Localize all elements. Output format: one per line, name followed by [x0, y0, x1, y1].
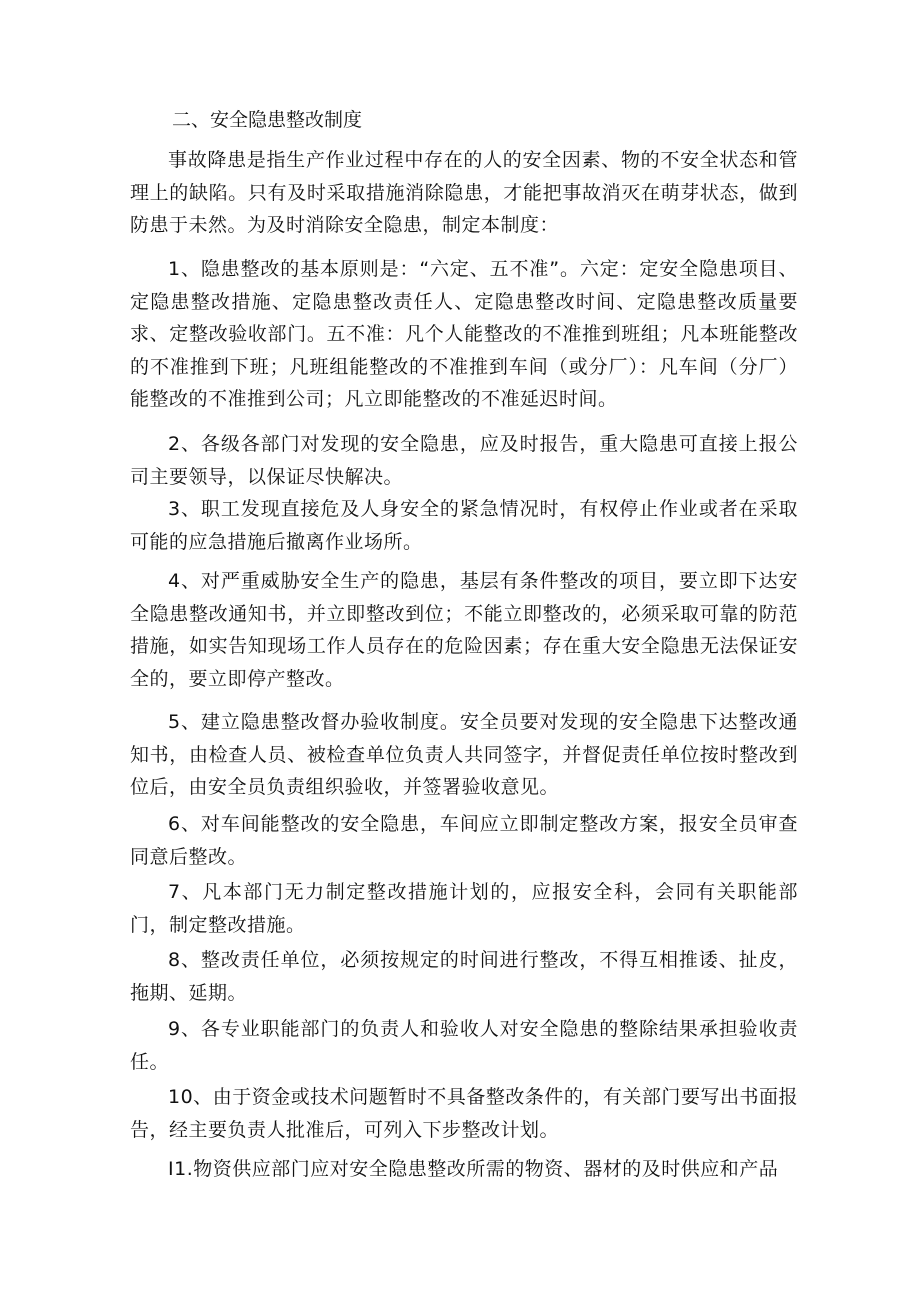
rule-4-paragraph: 4、对严重威胁安全生产的隐患，基层有条件整改的项目，要立即下达安全隐患整改通知书，并立即整改到位；不能立即整改的，必须采取可靠的防范措施，如实告知现场工作人员存在的危险因素；存在重大安全隐患无法保证安全的，要立即停产整改。 — [130, 570, 798, 690]
rule-2-paragraph: 2、各级各部门对发现的安全隐患，应及时报告，重大隐患可直接上报公司主要领导，以保证尽快解决。 — [130, 433, 798, 488]
rule-8-paragraph: 8、整改责任单位，必须按规定的时间进行整改，不得互相推诿、扯皮，拖期、延期。 — [130, 949, 798, 1004]
rule-7-paragraph: 7、凡本部门无力制定整改措施计划的，应报安全科，会同有关职能部门，制定整改措施。 — [130, 881, 798, 936]
rule-3-paragraph: 3、职工发现直接危及人身安全的紧急情况时，有权停止作业或者在采取可能的应急措施后撤离作业场所。 — [130, 498, 798, 553]
rule-9-paragraph: 9、各专业职能部门的负责人和验收人对安全隐患的整除结果承担验收责任。 — [130, 1018, 798, 1073]
intro-paragraph: 事故降患是指生产作业过程中存在的人的安全因素、物的不安全状态和管理上的缺陷。只有及时采取措施消除隐患，才能把事故消灭在萌芽状态，做到防患于未然。为及时消除安全隐患，制定本制度： — [130, 149, 798, 236]
rule-10-paragraph: 10、由于资金或技术问题暂时不具备整改条件的，有关部门要写出书面报告，经主要负责人批准后，可列入下步整改计划。 — [130, 1086, 798, 1141]
rule-11-paragraph: I1.物资供应部门应对安全隐患整改所需的物资、器材的及时供应和产品 — [168, 1158, 779, 1180]
rule-6-paragraph: 6、对车间能整改的安全隐患，车间应立即制定整改方案，报安全员审查同意后整改。 — [130, 813, 798, 868]
rule-1-paragraph: 1、隐患整改的基本原则是：“六定、五不准”。六定：定安全隐患项目、定隐患整改措施、定隐患整改责任人、定隐患整改时间、定隐患整改质量要求、定整改验收部门。五不准：凡个人能整改的不准推到班组；凡本班能整改的不准推到下班；凡班组能整改的不准推到车间（或分厂）：凡车间（分厂）能整改的不准推到公司；凡立即能整改的不准延迟时间。 — [130, 258, 798, 410]
rule-5-paragraph: 5、建立隐患整改督办验收制度。安全员要对发现的安全隐患下达整改通知书，由检查人员、被检查单位负责人共同签字，并督促责任单位按时整改到位后，由安全员负责组织验收，并签署验收意见。 — [130, 711, 798, 798]
section-heading: 二、安全隐患整改制度 — [172, 109, 363, 131]
